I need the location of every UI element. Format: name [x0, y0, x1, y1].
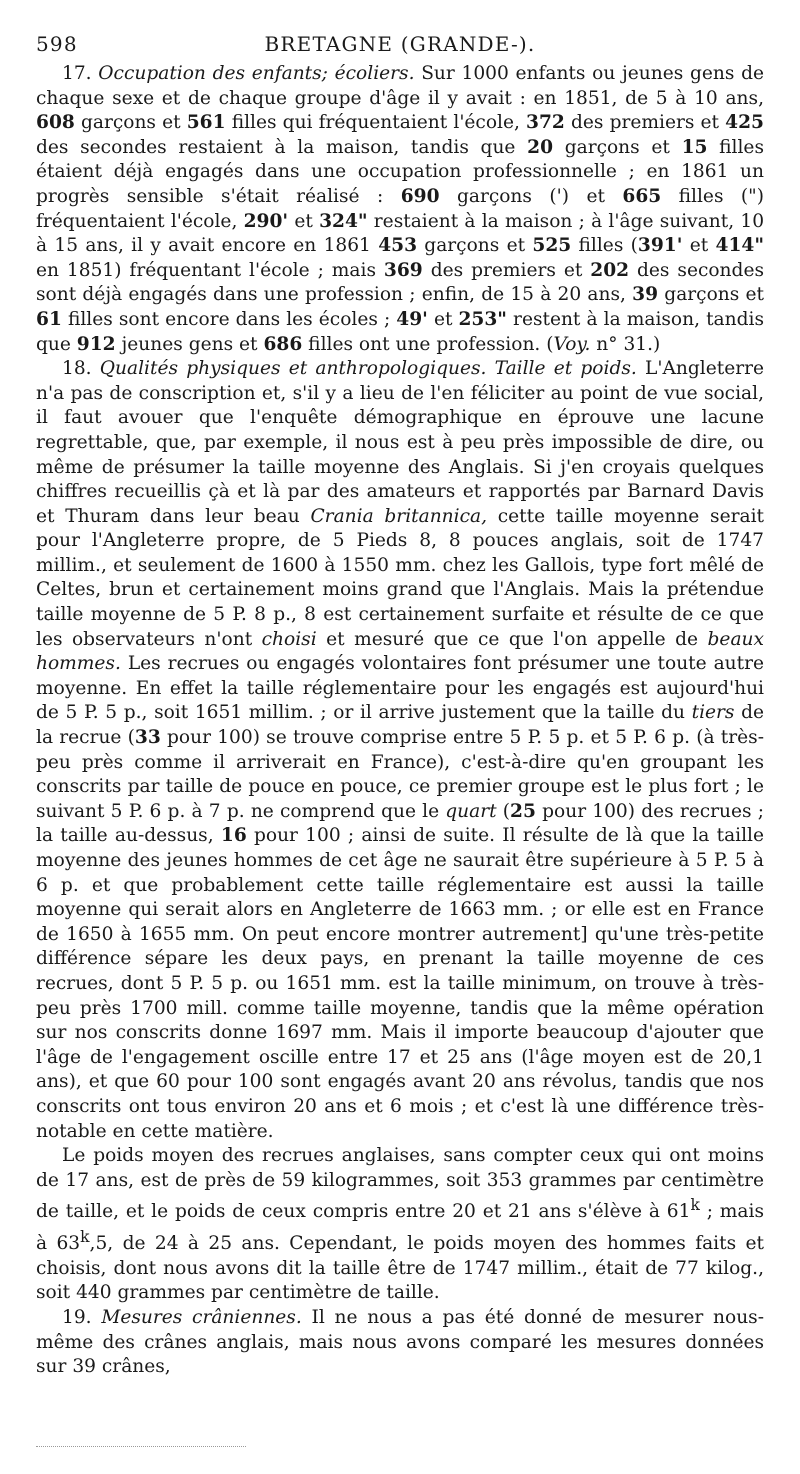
- figure-bold: 16: [220, 825, 247, 847]
- figure-bold: 561: [186, 112, 226, 134]
- figure-bold: 324": [319, 210, 368, 232]
- paragraph-19: [36, 1306, 764, 1380]
- figure-bold: 425: [725, 112, 764, 134]
- paragraph-poids: [36, 1144, 764, 1306]
- figure-bold: 414": [715, 235, 764, 257]
- figure-bold: 369: [383, 259, 423, 281]
- text-run: jeunes gens et: [115, 333, 264, 355]
- figure-bold: 453: [378, 235, 418, 257]
- section-heading: Mesures crâniennes.: [101, 1307, 302, 1329]
- section-heading: Qualités physiques et anthropologiques. Taille et poids.: [99, 358, 637, 380]
- figure-bold: 391': [637, 235, 683, 257]
- figure-bold: 49': [396, 308, 428, 330]
- text-run: filles (: [571, 235, 638, 257]
- text-run: Sur 1000 enfants ou jeunes gens de chaque sexe et de chaque groupe d'âge il y avait : en 1851, de 5 à 10 ans,: [36, 63, 764, 109]
- text-run: garçons et: [417, 235, 533, 257]
- text-run: en 1851) fréquentant l'école ; mais: [36, 259, 384, 281]
- cross-reference: Voy.: [553, 333, 591, 355]
- paragraph-17: [36, 62, 764, 357]
- figure-bold: 253": [458, 308, 507, 330]
- text-run: filles qui fréquentaient l'école,: [225, 112, 527, 134]
- paragraph-18: [36, 357, 764, 1144]
- italic-title: Crania britannica,: [310, 505, 488, 527]
- italic-term: choisi: [261, 628, 317, 650]
- figure-bold: 25: [510, 800, 536, 822]
- text-run: garçons et: [658, 284, 764, 306]
- text-run: pour 100) des recrues ; la taille au-dessus,: [36, 800, 764, 847]
- text-run: et: [288, 210, 320, 232]
- section-number: 17.: [62, 63, 92, 84]
- text-run: filles sont encore dans les écoles ;: [61, 308, 397, 330]
- text-run: filles étaient déjà engagés dans une occupation professionnelle ; en 1861 un progrès sensible s'était réalisé :: [36, 136, 764, 207]
- figure-bold: 372: [526, 112, 565, 134]
- section-number: 19.: [62, 1307, 92, 1329]
- section-number: 18.: [62, 358, 92, 380]
- text-run: pour 100) se trouve comprise entre 5 P. 5 p. et 5 P. 6 p. (à très-peu près comme il arriverait en France), c'est-à-dire qu'en groupant les conscrits par taille de pouce en pouce, ce premier groupe est le plus fort ; le suivant 5 P. 6 p. à 7 p. ne comprend que le: [36, 727, 764, 822]
- text-run: des premiers et: [422, 259, 591, 281]
- figure-bold: 686: [263, 333, 303, 355]
- running-title: BRETAGNE (GRANDE-).: [264, 32, 536, 56]
- figure-bold: 33: [134, 727, 161, 749]
- italic-term: quart: [445, 800, 497, 822]
- figure-bold: 290': [243, 210, 289, 232]
- text-run: n° 31.): [590, 333, 661, 355]
- text-run: et mesuré que ce que l'on appelle de: [316, 628, 708, 650]
- text-run: et: [682, 235, 716, 257]
- footer-rule: [36, 1446, 246, 1449]
- text-run: des secondes sont déjà engagés dans une profession ; enfin, de 15 à 20 ans,: [36, 259, 764, 306]
- section-heading: Occupation des enfants; écoliers.: [98, 63, 415, 84]
- text-run: cette taille moyenne serait pour l'Angleterre propre, de 5 Pieds 8, 8 pouces anglais, soit de 1747 millim., et seulement de 1600 à 1550 mm. chez les Gallois, type fort mêlé de Celtes, brun et certainement moins grand que l'Anglais. Mais la prétendue taille moyenne de 5 P. 8 p., 8 est certainement surfaite et résulte de ce que les observateurs n'ont: [36, 505, 764, 650]
- superscript-unit: k: [80, 1228, 90, 1247]
- figure-bold: 912: [76, 333, 116, 355]
- figure-bold: 39: [632, 284, 659, 306]
- text-run: Les recrues ou engagés volontaires font présumer une toute autre moyenne. En effet la taille réglementaire pour les engagés est aujourd'hui de 5 P. 5 p., soit 1651 millim. ; or il arrive justement que la taille du: [36, 653, 764, 724]
- italic-term: beaux hommes.: [36, 628, 764, 675]
- text-run: garçons et: [553, 136, 682, 158]
- figure-bold: 15: [681, 136, 708, 158]
- running-header: [36, 28, 764, 62]
- text-run: ,5, de 24 à 25 ans. Cependant, le poids moyen des hommes faits et choisis, dont nous avons dit la taille être de 1747 millim., était de 77 kilog., soit 440 grammes par centimètre de taille.: [36, 1233, 765, 1304]
- text-run: ; mais à 63: [36, 1201, 765, 1255]
- text-run: garçons (') et: [439, 185, 623, 207]
- page-number: 598: [36, 32, 78, 56]
- text-run: des secondes restaient à la maison, tandis que: [36, 136, 528, 158]
- text-run: (: [496, 800, 511, 822]
- figure-bold: 525: [532, 235, 572, 257]
- text-run: des premiers et: [564, 112, 726, 134]
- figure-bold: 20: [527, 136, 554, 158]
- text-run: Il ne nous a pas été donné de mesurer nous-même des crânes anglais, mais nous avons comparé les mesures données sur 39 crânes,: [36, 1307, 764, 1378]
- text-run: restent à la maison, tandis que: [36, 308, 764, 355]
- text-run: et: [427, 308, 459, 330]
- superscript-unit: k: [690, 1196, 700, 1215]
- figure-bold: 61: [36, 308, 62, 330]
- text-run: L'Angleterre n'a pas de conscription et, s'il y a lieu de l'en féliciter au point de vue social, il faut avouer que l'enquête démographique en éprouve une lacune regrettable, que, par exemple, il nous est à peu près impossible de dire, ou même de présumer la taille moyenne des Anglais. Si j'en croyais quelques chiffres recueillis çà et là par des amateurs et rapportés par Barnard Davis et Thuram dans leur beau: [36, 358, 764, 527]
- text-run: Le poids moyen des recrues anglaises, sans compter ceux qui ont moins de 17 ans, est de près de 59 kilogrammes, soit 353 grammes par centimètre de taille, et le poids de ceux compris entre 20 et 21 ans s'élève à 61: [36, 1145, 764, 1223]
- text-run: pour 100 ; ainsi de suite. Il résulte de là que la taille moyenne des jeunes hommes de cet âge ne saurait être supérieure à 5 P. 5 à 6 p. et que probablement cette taille réglementaire est aussi la taille moyenne qui serait alors en Angleterre de 1663 mm. ; or elle est en France de 1650 à 1655 mm. On peut encore montrer autrement] qu'une très-petite différence sépare les deux pays, en prenant la taille moyenne de ces recrues, dont 5 P. 5 p. ou 1651 mm. est la taille minimum, on trouve à très-peu près 1700 mill. comme taille moyenne, tandis que la même opération sur nos conscrits donne 1697 mm. Mais il importe beaucoup d'ajouter que l'âge de l'engagement oscille entre 17 et 25 ans (l'âge moyen est de 20,1 ans), et que 60 pour 100 sont engagés avant 20 ans révolus, tandis que nos conscrits ont tous environ 20 ans et 6 mois ; et c'est là une différence très-notable en cette matière.: [36, 825, 764, 1142]
- italic-term: tiers: [691, 702, 735, 724]
- text-run: filles (") fréquentaient l'école,: [36, 185, 764, 232]
- text-run: de la recrue (: [36, 702, 764, 749]
- text-run: filles ont une profession. (: [302, 333, 554, 355]
- figure-bold: 608: [36, 112, 75, 134]
- text-run: restaient à la maison ; à l'âge suivant, 10 à 15 ans, il y avait encore en 1861: [36, 210, 765, 257]
- figure-bold: 690: [400, 185, 440, 207]
- figure-bold: 665: [622, 185, 662, 207]
- text-run: garçons et: [74, 112, 187, 134]
- figure-bold: 202: [590, 259, 630, 281]
